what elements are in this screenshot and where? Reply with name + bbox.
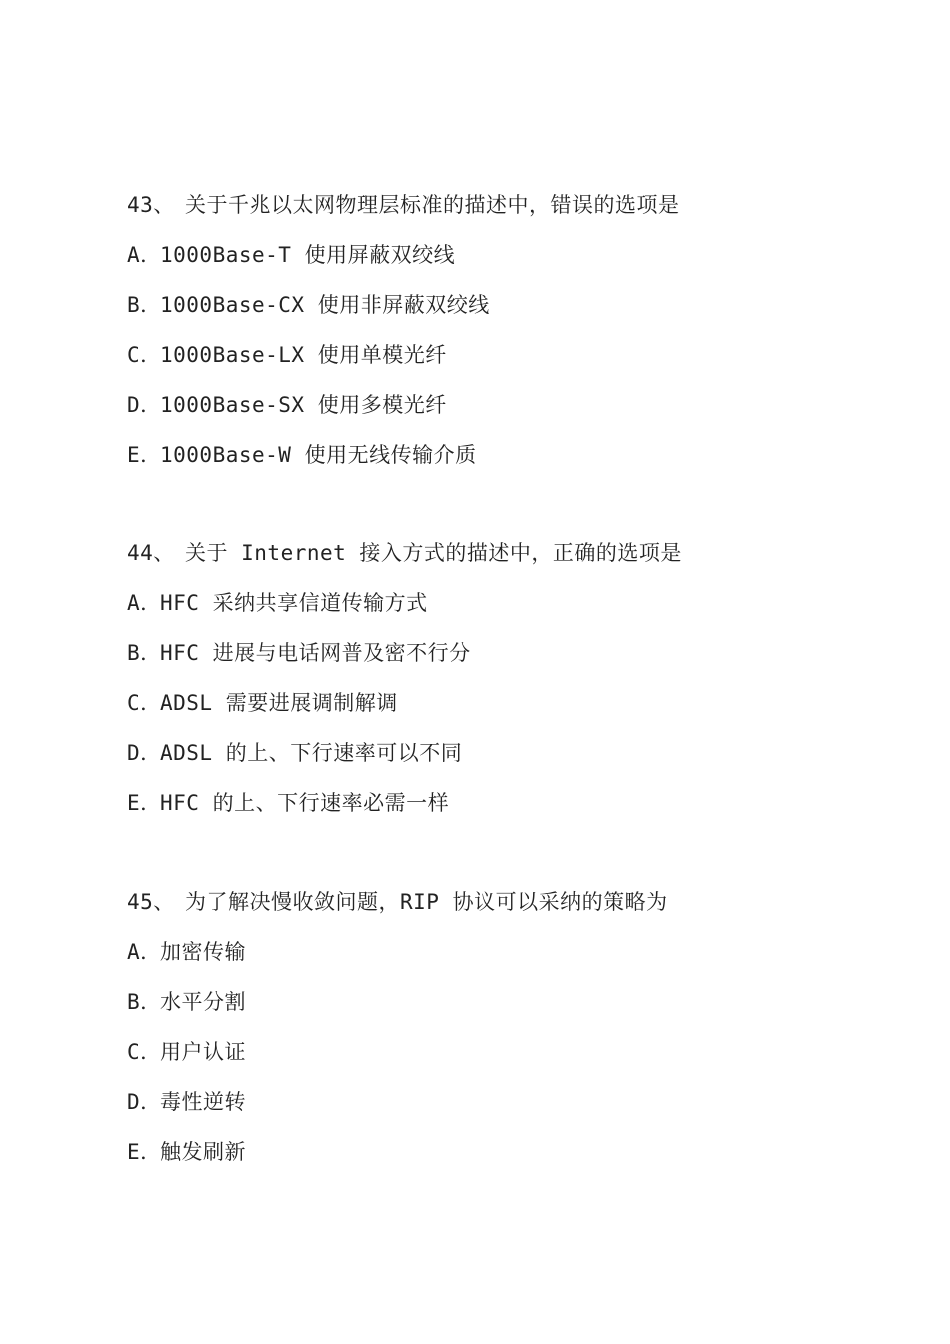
option-text: ADSL 的上、下行速率可以不同 [160, 741, 463, 765]
option-text: 1000Base-CX 使用非屏蔽双绞线 [160, 293, 490, 317]
option-letter: E． [127, 1140, 162, 1164]
option-text: ADSL 需要进展调制解调 [160, 691, 398, 715]
option-letter: A． [127, 940, 162, 964]
option-text: 水平分割 [160, 990, 246, 1014]
question-number: 43、 [127, 193, 175, 217]
option-letter: B． [127, 641, 162, 665]
option-text: 1000Base-W 使用无线传输介质 [160, 443, 477, 467]
question-text: 关于千兆以太网物理层标准的描述中，错误的选项是 [185, 193, 680, 217]
option-b [127, 977, 907, 1027]
option-letter: D． [127, 741, 162, 765]
option-c [127, 1027, 907, 1077]
option-text: 1000Base-SX 使用多模光纤 [160, 393, 447, 417]
option-letter: C． [127, 1040, 162, 1064]
question-43 [127, 180, 907, 480]
option-c [127, 678, 907, 728]
option-a [127, 927, 907, 977]
option-letter: E． [127, 443, 162, 467]
question-stem [127, 528, 907, 578]
option-e [127, 430, 907, 480]
option-text: HFC 进展与电话网普及密不行分 [160, 641, 471, 665]
option-text: 加密传输 [160, 940, 246, 964]
option-letter: D． [127, 393, 162, 417]
option-a [127, 578, 907, 628]
option-text: 用户认证 [160, 1040, 246, 1064]
option-d [127, 1077, 907, 1127]
option-e [127, 1127, 907, 1177]
option-a [127, 230, 907, 280]
option-b [127, 280, 907, 330]
question-stem [127, 180, 907, 230]
option-text: 1000Base-T 使用屏蔽双绞线 [160, 243, 456, 267]
question-number: 44、 [127, 541, 175, 565]
question-stem [127, 877, 907, 927]
question-text: 关于 Internet 接入方式的描述中，正确的选项是 [185, 541, 682, 565]
question-44 [127, 528, 907, 828]
option-text: 1000Base-LX 使用单模光纤 [160, 343, 447, 367]
option-b [127, 628, 907, 678]
option-text: HFC 采纳共享信道传输方式 [160, 591, 428, 615]
option-c [127, 330, 907, 380]
question-45 [127, 877, 907, 1177]
question-number: 45、 [127, 890, 175, 914]
option-letter: D． [127, 1090, 162, 1114]
option-d [127, 380, 907, 430]
option-d [127, 728, 907, 778]
option-text: 触发刷新 [160, 1140, 246, 1164]
option-letter: B． [127, 990, 162, 1014]
option-letter: A． [127, 591, 162, 615]
option-e [127, 778, 907, 828]
option-text: HFC 的上、下行速率必需一样 [160, 791, 450, 815]
question-text: 为了解决慢收敛问题，RIP 协议可以采纳的策略为 [185, 890, 668, 914]
option-letter: B． [127, 293, 162, 317]
option-letter: E． [127, 791, 162, 815]
option-letter: C． [127, 691, 162, 715]
option-letter: A． [127, 243, 162, 267]
option-letter: C． [127, 343, 162, 367]
option-text: 毒性逆转 [160, 1090, 246, 1114]
